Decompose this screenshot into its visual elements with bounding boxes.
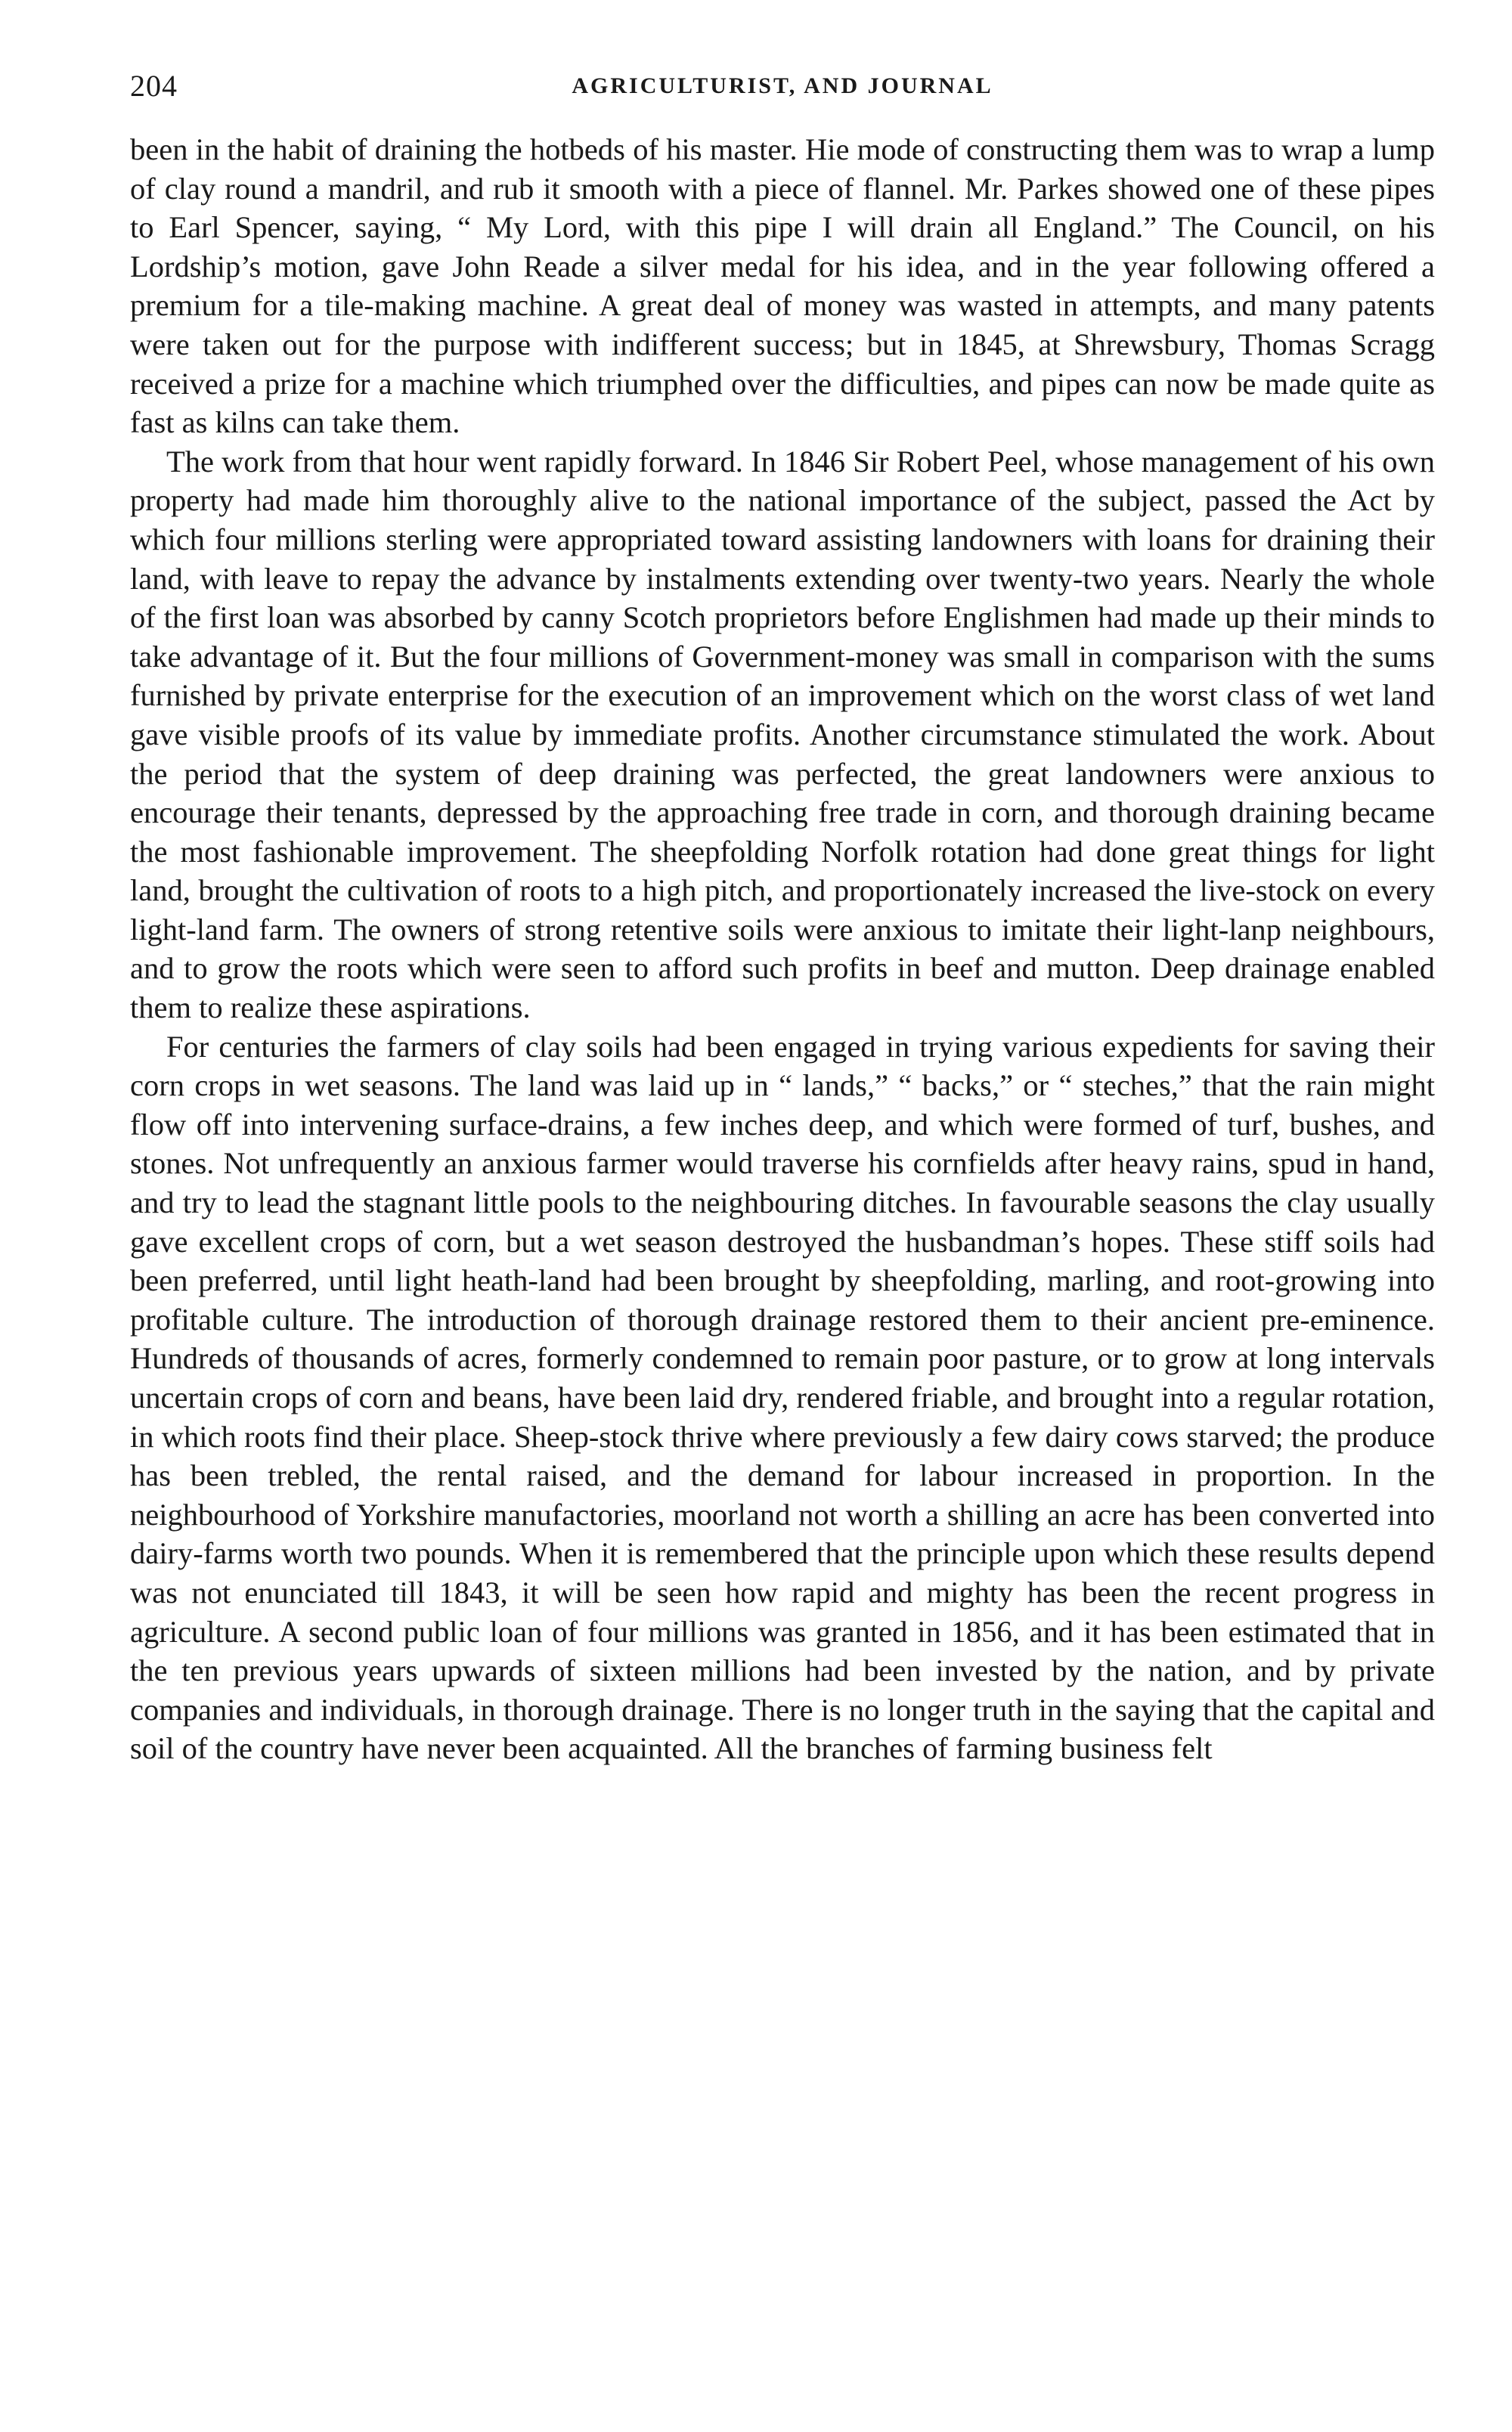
book-page <box>130 64 1435 1768</box>
paragraph-peel-act: The work from that hour went rapidly forward. In 1846 Sir Robert Peel, whose management of his own property had made him thoroughly alive to the national importance of the subject, passed the Act by which four millions sterling were appropriated toward assisting landowners with loans for draining their land, with leave to repay the advance by instalments extending over twenty-two years. Nearly the whole of the first loan was absorbed by canny Scotch proprietors before Englishmen had made up their minds to take advantage of it. But the four millions of Government-money was small in comparison with the sums furnished by private enterprise for the execution of an improvement which on the worst class of wet land gave visible proofs of its value by immediate profits. Another circumstance stimulated the work. About the period that the system of deep draining was perfected, the great landowners were anxious to encourage their tenants, depressed by the approaching free trade in corn, and thorough draining became the most fashionable improvement. The sheepfolding Norfolk rotation had done great things for light land, brought the cultivation of roots to a high pitch, and proportionately increased the live-stock on every light-land farm. The owners of strong retentive soils were anxious to imitate their light-lanp neighbours, and to grow the roots which were seen to afford such profits in beef and mutton. Deep drainage enabled them to realize these aspirations. <box>130 444 1435 1025</box>
page-header <box>130 64 1435 116</box>
running-title: AGRICULTURIST, AND JOURNAL <box>572 73 993 98</box>
paragraph-clay-soils: For centuries the farmers of clay soils had been engaged in trying various expedients for saving their corn crops in wet seasons. The land was laid up in “ lands,” “ backs,” or “ steches,” that the rain might flow off into intervening surface-drains, a few inches deep, and which were formed of turf, bushes, and stones. Not unfrequently an anxious farmer would traverse his cornfields after heavy rains, spud in hand, and try to lead the stagnant little pools to the neighbouring ditches. In favourable seasons the clay usually gave excellent crops of corn, but a wet season destroyed the husbandman’s hopes. These stiff soils had been preferred, until light heath-land had been brought by sheepfolding, marling, and root-growing into profitable culture. The introduction of thorough drainage restored them to their ancient pre-eminence. Hundreds of thousands of acres, formerly condemned to remain poor pasture, or to grow at long intervals uncertain crops of corn and beans, have been laid dry, rendered friable, and brought into a regular rotation, in which roots find their place. Sheep-stock thrive where previously a few dairy cows starved; the produce has been trebled, the rental raised, and the demand for labour increased in proportion. In the neighbourhood of Yorkshire manufactories, moorland not worth a shilling an acre has been converted into dairy-farms worth two pounds. When it is remembered that the principle upon which these results depend was not enunciated till 1843, it will be seen how rapid and mighty has been the recent progress in agriculture. A second public loan of four millions was granted in 1856, and it has been estimated that in the ten previous years upwards of sixteen millions had been invested by the nation, and by private companies and individuals, in thorough drainage. There is no longer truth in the saying that the capital and soil of the country have never been acquainted. All the branches of farming business felt <box>130 1029 1435 1766</box>
page-number: 204 <box>130 69 178 103</box>
paragraph-continued: been in the habit of draining the hotbeds of his master. Hie mode of constructing them was to wrap a lump of clay round a mandril, and rub it smooth with a piece of flannel. Mr. Parkes showed one of these pipes to Earl Spencer, saying, “ My Lord, with this pipe I will drain all England.” The Council, on his Lordship’s motion, gave John Reade a silver medal for his idea, and in the year following offered a premium for a tile-making machine. A great deal of money was wasted in attempts, and many patents were taken out for the purpose with indifferent success; but in 1845, at Shrewsbury, Thomas Scragg received a prize for a machine which triumphed over the difficulties, and pipes can now be made quite as fast as kilns can take them. <box>130 132 1435 440</box>
body-text <box>130 130 1435 1768</box>
